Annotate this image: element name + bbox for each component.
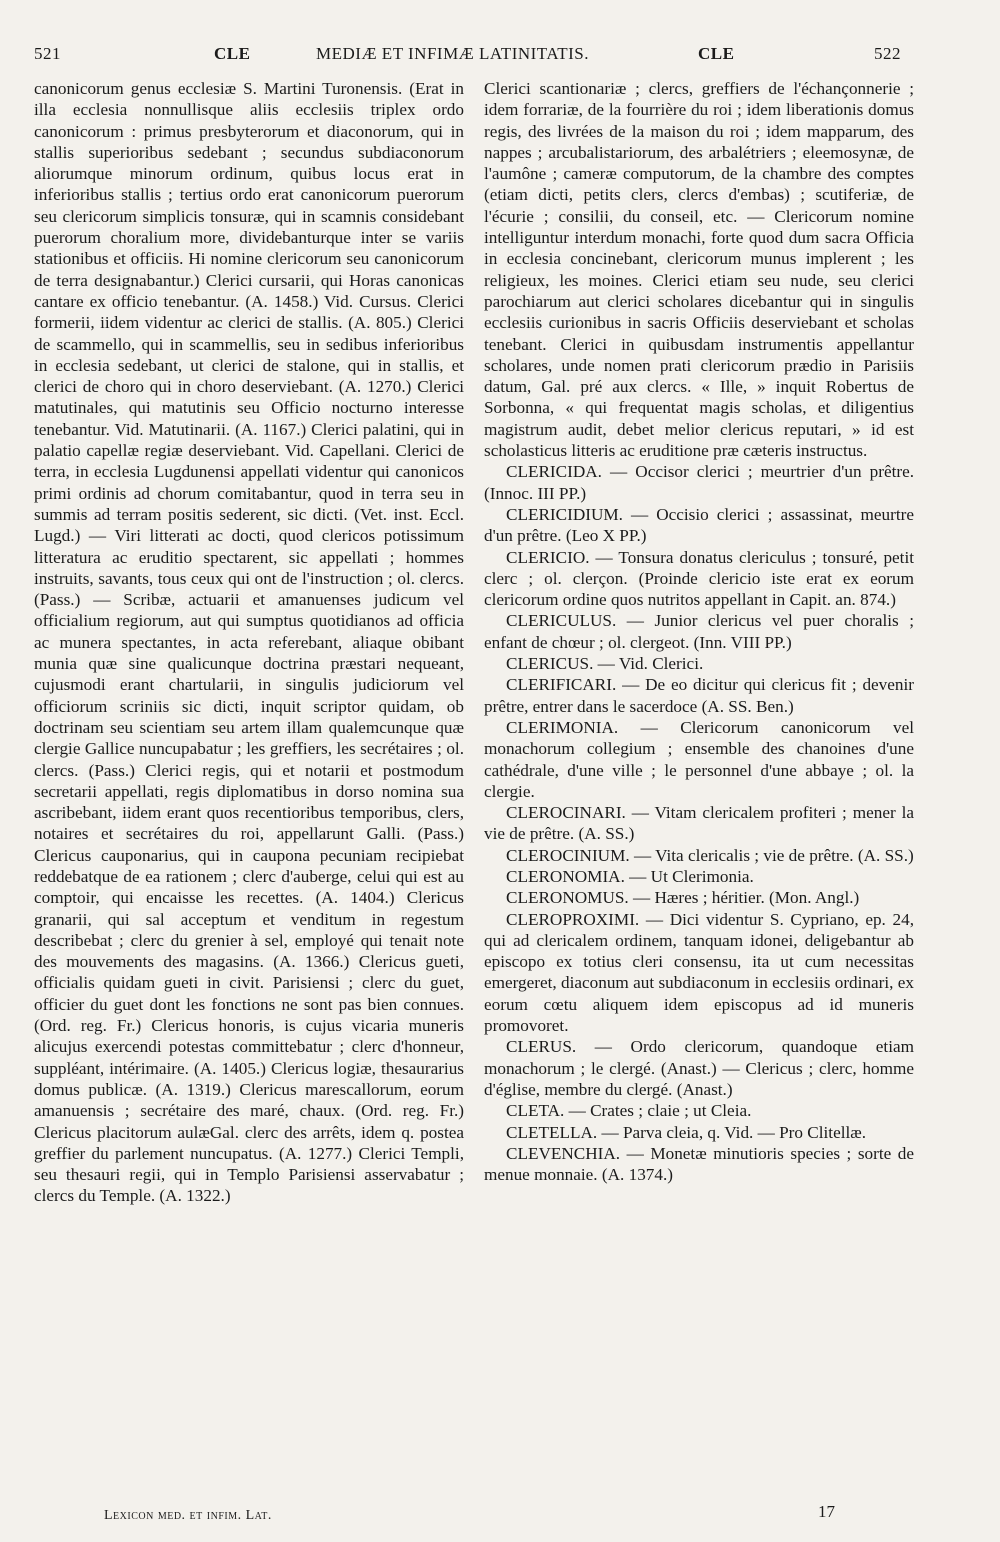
entry-cleta: CLETA. — Crates ; claie ; ut Cleia. — [506, 1101, 752, 1121]
headword-guide-left: CLE — [214, 44, 251, 63]
entry-paragraph: Clerici scantionariæ ; clercs, greffiers de l'échançonnerie ; idem forrariæ, de la fourrière du roi ; idem liberationis domus regis, des livrées de la maison du roi ; idem mapparum, des nappes ; arcubalistariorum, des arbalétriers ; eleemosynæ, de l'aumône ; cameræ computorum, de la chambre des comptes (etiam dicti, petits clers, clercs d'embas) ; scutiferiæ, de l'écurie ; consilii, du conseil, etc. — Clericorum nomine intelliguntur interdum monachi, forte quod dum sacra Officia in ecclesia concinebant, clericorum munus implerent ; les religieux, les moines. Clerici etiam seu nude, seu clerici parochiarum aut clerici scholares dicebantur qui in singulis ecclesiis curionibus in sacris Officiis deserviebant et scholas tenebant. Clerici in quibusdam instrumentis appellantur scholares, unde nomen prati clericorum prædio in Parisiis datum, Gal. pré aux clercs. « Ille, » inquit Robertus de Sorbonna, « qui frequentat magis scholas, et diligentius magistrum audit, debet melior clericus reputari, » id est scholasticus litteris ac eruditione præ cæteris instructus. — [484, 79, 914, 461]
entry-clevenchia: CLEVENCHIA. — Monetæ minutioris species ; sorte de menue monnaie. (A. 1374.) — [484, 1143, 914, 1185]
entry-clericida: CLERICIDA. — Occisor clerici ; meurtrier d'un prêtre. (Innoc. III PP.) — [484, 462, 914, 503]
entry-cleronomus: CLERONOMUS. — Hæres ; héritier. (Mon. Angl.) — [506, 888, 860, 908]
entry-clericidium: CLERICIDIUM. — Occisio clerici ; assassinat, meurtre d'un prêtre. (Leo X PP.) — [484, 504, 914, 546]
signature-mark: 17 — [818, 1502, 835, 1521]
entry-clerocinium: CLEROCINIUM. — Vita clericalis ; vie de prêtre. (A. SS.) — [506, 845, 914, 865]
entry-clerus: CLERUS. — Ordo clericorum, quandoque etiam monachorum ; le clergé. (Anast.) — Clericus ; clerc, homme d'église, membre du clergé. (Anast.) — [484, 1037, 914, 1099]
page-number-right: 522 — [874, 44, 901, 63]
entry-clericus: CLERICUS. — Vid. Clerici. — [506, 654, 704, 674]
entry-clericio: CLERICIO. — Tonsura donatus clericulus ; tonsuré, petit clerc ; ol. clerçon. (Proinde clericio iste erat ex eorum clericorum ordine quos nutritos appellant in Capit. an. 874.) — [484, 547, 914, 610]
entry-cleronomia: CLERONOMIA. — Ut Clerimonia. — [506, 866, 754, 886]
running-title: MEDIÆ ET INFIMÆ LATINITATIS. — [316, 44, 589, 63]
entry-cletella: CLETELLA. — Parva cleia, q. Vid. — Pro Clitellæ. — [506, 1122, 867, 1142]
page-number-left: 521 — [34, 44, 61, 63]
entry-clerimonia: CLERIMONIA. — Clericorum canonicorum vel monachorum collegium ; ensemble des chanoines d'une cathédrale, d'une ville ; le personnel d'une abbaye ; ol. la clergie. — [484, 717, 914, 801]
footer-title: Lexicon med. et infim. Lat. — [104, 1508, 272, 1523]
entry-clerocinari: CLEROCINARI. — Vitam clericalem profiteri ; mener la vie de prêtre. (A. SS.) — [484, 803, 914, 844]
entry-clericulus: CLERICULUS. — Junior clericus vel puer choralis ; enfant de chœur ; ol. clergeot. (Inn. VIII PP.) — [484, 611, 914, 652]
left-column — [34, 78, 464, 1207]
entry-cleroproximi: CLEROPROXIMI. — Dici videntur S. Cypriano, ep. 24, qui ad clericalem ordinem, tanquam idonei, deligebantur ab episcopo ex totius cleri consensu, ita ut cum necessitas emergeret, diaconum aut subdiaconum in ecclesiis ordinari, ex eorum cœtu aliquem idem episcopus ad id muneris promovoret. — [484, 909, 914, 1036]
headword-guide-right: CLE — [698, 44, 735, 63]
entry-paragraph: canonicorum genus ecclesiæ S. Martini Turonensis. (Erat in illa ecclesia nonnullisque aliis ecclesiis triplex ordo canonicorum : primus presbyterorum et diaconorum, qui in stallis superioribus sedebant ; secundus subdiaconorum aliorumque minorum ordinum, quibus locus erat in inferioribus stallis ; tertius ordo erat canonicorum puerorum seu clericorum simplicis tonsuræ, qui in scamnis considebant puerorum choralium more, dividebanturque inter se variis stationibus et officiis. Hi nomine clericorum seu canonicorum de terra designabantur.) Clerici cursarii, qui Horas canonicas cantare ex officio tenebantur. (A. 1458.) Vid. Cursus. Clerici formerii, iidem videntur ac clerici de stallis. (A. 805.) Clerici de scammello, qui in scammellis, seu in sedibus inferioribus in ecclesia sedebant, ut clerici de stalone, qui in stallis, et clerici de choro qui in choro deserviebant. (A. 1270.) Clerici matutinales, qui matutinis seu Officio nocturno interesse tenebantur. Vid. Matutinarii. (A. 1167.) Clerici palatini, qui in palatio capellæ regiæ deserviebant. Vid. Capellani. Clerici de terra, in ecclesia Lugdunensi appellati videntur qui canonicos primi ordinis ad chorum comitabantur, quod in terra seu in summis ad terram positis sederent, sic dicti. (Vet. inst. Eccl. Lugd.) — Viri litterati ac docti, quod clericos potissimum litteratura ac eruditio spectarent, sic appellati ; hommes instruits, savants, tous ceux qui ont de l'instruction ; ol. clercs. (Pass.) — Scribæ, actuarii et amanuenses judicum vel officialium regiorum, aut qui sumptus quotidianos ad officia ac munera spectantes, in acta referebant, aliaque obibant munia quæ sine qualicunque doctrina præstari nequeant, cujusmodi erant chartularii, in singulis judiciorum vel officiorum scriniis sic dicti, inquit scriptor quidam, ob doctrinam seu scientiam seu artem illam qualemcunque quæ clergie Gallice nuncupabatur ; les greffiers, les secrétaires ; ol. clercs. (Pass.) Clerici regis, qui et notarii et postmodum secretarii appellati, regis diplomatibus in dorso nomina sua ascribebant, iidem erant quos recentioribus temporibus, clers, notaires et secrétaires du roi, appellarunt Galli. (Pass.) Clericus cauponarius, qui in caupona pecuniam recipiebat reddebatque de ea rationem ; clerc d'auberge, celui qui est au comptoir, qui encaisse les recettes. (A. 1404.) Clericus granarii, qui sal acceptum et venditum in regestum describebat ; clerc du grenier à sel, employé qui tenait note des mouvements des magasins. (A. 1366.) Clericus gueti, officialis quidam gueti in civit. Parisiensi ; clerc du guet, officier du guet dont les fonctions ne sont pas bien connues. (Ord. reg. Fr.) Clericus honoris, is cujus vicaria muneris alicujus exercendi potestas committebatur ; clerc d'honneur, suppléant, intérimaire. (A. 1405.) Clericus logiæ, thesaurarius domus publicæ. (A. 1319.) Clericus marescallorum, eorum amanuensis ; secrétaire des maré, chaux. (Ord. reg. Fr.) Clericus placitorum aulæGal. clerc des arrêts, idem q. postea greffier du parlement nuncupatus. (A. 1277.) Clerici Templi, seu thesauri regii, qui in Templo Parisiensi asservabatur ; clercs du Temple. (A. 1322.) — [34, 79, 464, 1206]
entry-clerificari: CLERIFICARI. — De eo dicitur qui clericus fit ; devenir prêtre, entrer dans le sacerdoce (A. SS. Ben.) — [484, 675, 914, 716]
running-header — [34, 44, 910, 74]
right-column — [484, 78, 914, 1185]
